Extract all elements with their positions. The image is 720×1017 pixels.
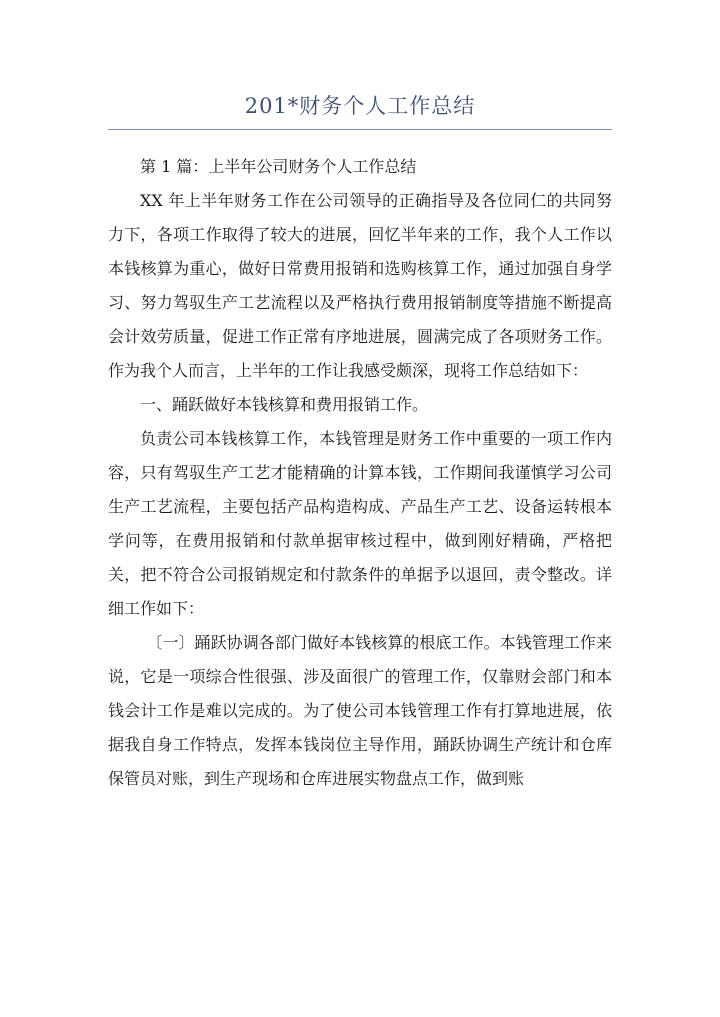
paragraph: 〔一〕踊跃协调各部门做好本钱核算的根底工作。本钱管理工作来说，它是一项综合性很强、涉及面很广的管理工作，仅靠财会部门和本钱会计工作是难以完成的。为了使公司本钱管理工作有打算地进展，依据我自身工作特点，发挥本钱岗位主导作用，踊跃协调生产统计和仓库保管员对账，到生产现场和仓库进展实物盘点工作，做到账 — [108, 633, 612, 788]
title-divider — [108, 129, 612, 130]
section-heading: 第 1 篇：上半年公司财务个人工作总结 — [140, 157, 417, 176]
section-heading: 一、踊跃做好本钱核算和费用报销工作。 — [140, 395, 429, 414]
document-body — [108, 150, 612, 796]
paragraph: XX 年上半年财务工作在公司领导的正确指导及各位同仁的共同努力下，各项工作取得了较大的进展，回忆半年来的工作，我个人工作以本钱核算为重心，做好日常费用报销和选购核算工作，通过加强自身学习、努力驾驭生产工艺流程以及严格执行费用报销制度等措施不断提高会计效劳质量，促进工作正常有序地进展，圆满完成了各项财务工作。作为我个人而言，上半年的工作让我感受颇深，现将工作总结如下： — [108, 191, 612, 380]
paragraph: 负责公司本钱核算工作，本钱管理是财务工作中重要的一项工作内容，只有驾驭生产工艺才能精确的计算本钱，工作期间我谨慎学习公司生产工艺流程，主要包括产品构造构成、产品生产工艺、设备运转根本学问等，在费用报销和付款单据审核过程中，做到刚好精确，严格把关，把不符合公司报销规定和付款条件的单据予以退回，责令整改。详细工作如下： — [108, 429, 612, 618]
document-title: 201*财务个人工作总结 — [244, 94, 476, 118]
